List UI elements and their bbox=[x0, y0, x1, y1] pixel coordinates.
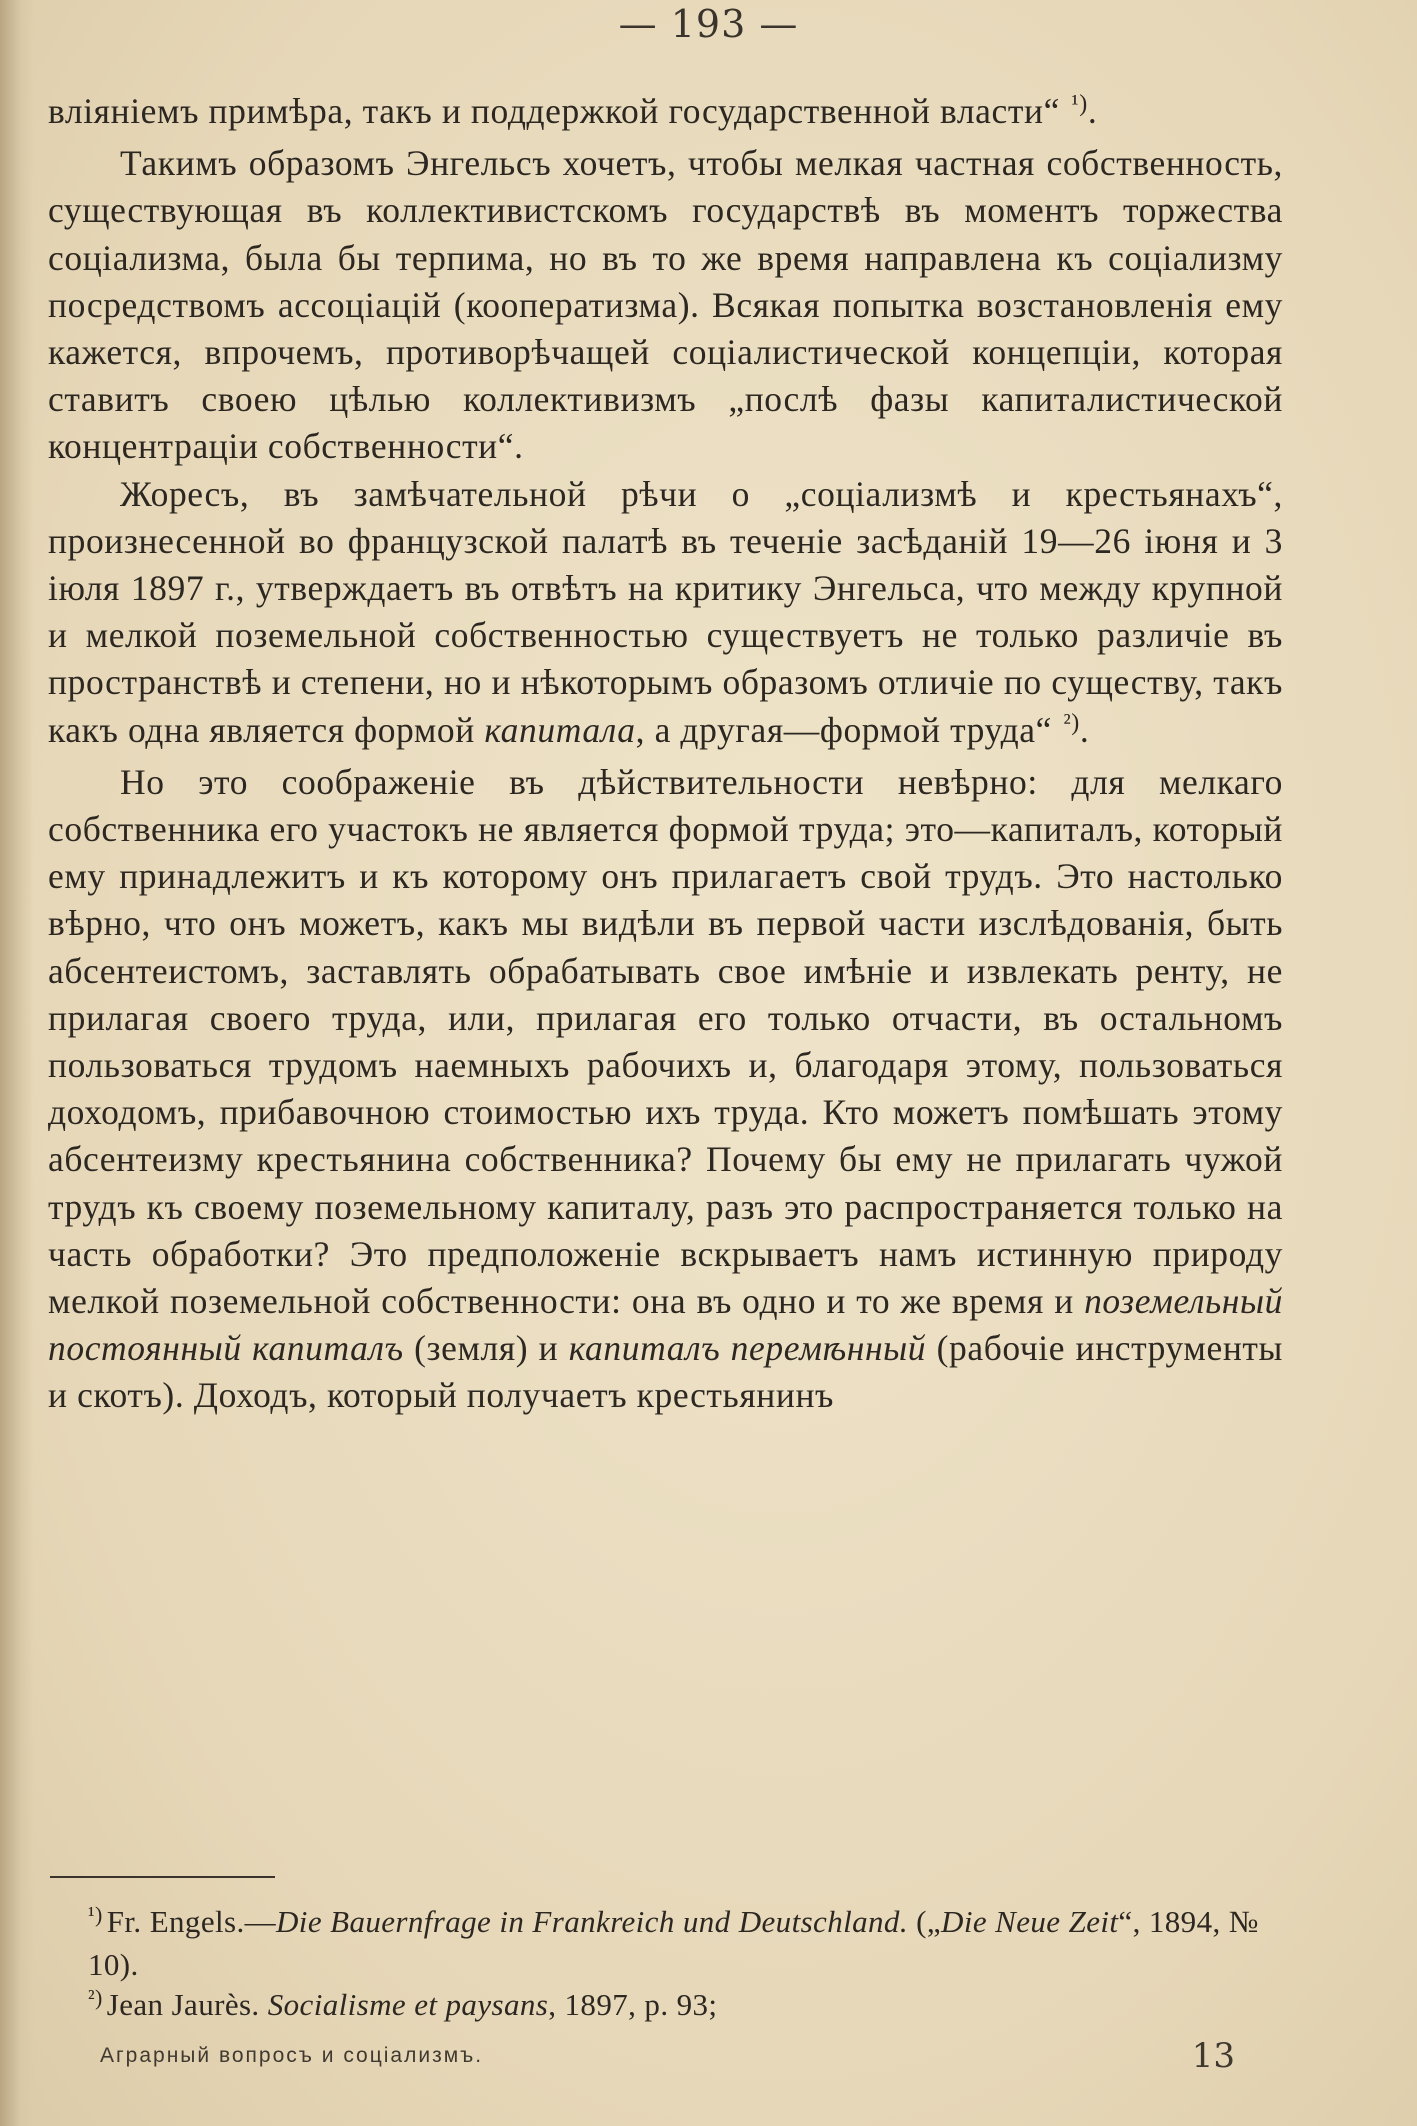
paragraph-1-end: . bbox=[1087, 91, 1098, 131]
paragraph-3-text: Жоресъ, въ замѣчательной рѣчи о „соціализмѣ и крестьянахъ“, произнесенной во французской палатѣ въ теченіе засѣданій 19—26 іюня и 3 іюля 1897 г., утверждаетъ въ отвѣтъ на критику Энгельса, что между крупной и мелкой поземельной собственностью существуетъ не только различіе въ пространствѣ и степени, но и нѣкоторымъ образомъ отличіе по существу, такъ какъ одна является формой bbox=[48, 473, 1283, 750]
paragraph-4-emphasis-1: поземельный постоянный капиталъ bbox=[48, 1281, 1283, 1369]
running-footer bbox=[100, 2036, 1235, 2076]
footnote-1-close: “, 1894, № 10). bbox=[88, 1904, 1259, 1982]
footnote-2-mark: ²) bbox=[88, 1985, 103, 2010]
footnote-2-suffix: , 1897, p. 93; bbox=[548, 1987, 718, 2022]
footnote-1-journal: Die Neue Zeit bbox=[941, 1904, 1119, 1939]
footnote-1-title: Die Bauernfrage in Frankreich und Deutschland. bbox=[276, 1904, 908, 1939]
footnote-ref-1: ¹) bbox=[1071, 91, 1088, 117]
footnote-1-author: Fr. Engels.— bbox=[106, 1904, 277, 1939]
paragraph-1 bbox=[48, 88, 1283, 140]
footnote-2-title: Socialisme et paysans bbox=[267, 1987, 549, 2022]
signature-mark: 13 bbox=[1191, 2036, 1235, 2076]
paragraph-4-emphasis-2: капиталъ перемѣнный bbox=[568, 1328, 927, 1369]
footnote-2-author: Jean Jaurès. bbox=[106, 1987, 268, 2022]
paragraph-3-end: . bbox=[1079, 709, 1090, 750]
book-title-footer: Аграрный вопросъ и соціализмъ. bbox=[100, 2044, 484, 2067]
footnotes bbox=[50, 1902, 1285, 2028]
footnote-1-open: („ bbox=[907, 1904, 942, 1939]
paragraph-3-emphasis: капитала bbox=[484, 709, 636, 750]
paragraph-4-end: (рабочіе инструменты и скотъ). Доходъ, который получаетъ крестьянинъ bbox=[48, 1328, 1283, 1416]
body-text bbox=[48, 88, 1283, 1420]
paragraph-4-text-cont: (земля) и bbox=[403, 1328, 569, 1369]
footnote-1 bbox=[50, 1902, 1285, 1985]
paragraph-3 bbox=[48, 471, 1283, 759]
page-number: — 193 — bbox=[618, 2, 799, 46]
footnote-2 bbox=[50, 1985, 1285, 2028]
footnote-divider bbox=[50, 1876, 275, 1878]
paragraph-1-text: вліяніемъ примѣра, такъ и поддержкой государственной власти“ bbox=[48, 91, 1070, 131]
footnote-ref-2: ²) bbox=[1063, 709, 1080, 736]
paragraph-4 bbox=[48, 759, 1283, 1420]
paragraph-3-text-cont: , а другая—формой труда“ bbox=[635, 709, 1062, 750]
binding-shadow bbox=[0, 0, 34, 2126]
footnote-1-mark: ¹) bbox=[88, 1902, 103, 1927]
paragraph-4-text: Но это соображеніе въ дѣйствительности невѣрно: для мелкаго собственника его участокъ не является формой труда; это—капиталъ, который ему принадлежитъ и къ которому онъ прилагаетъ свой трудъ. Это настолько вѣрно, что онъ можетъ, какъ мы видѣли въ первой части изслѣдованія, быть абсентеистомъ, заставлять обрабатывать свое имѣніе и извлекать ренту, не прилагая своего труда, или, прилагая его только отчасти, въ остальномъ пользоваться трудомъ наемныхъ рабочихъ и, благодаря этому, пользоваться доходомъ, прибавочною стоимостью ихъ труда. Кто можетъ помѣшать этому абсентеизму крестьянина собственника? Почему бы ему не прилагать чужой трудъ къ своему поземельному капиталу, разъ это распространяется только на часть обработки? Это предположеніе вскрываетъ намъ истинную природу мелкой поземельной собственности: она въ одно и то же время и bbox=[48, 761, 1283, 1322]
paragraph-2: Такимъ образомъ Энгельсъ хочетъ, чтобы мелкая частная собственность, существующая въ коллективистскомъ государствѣ въ моментъ торжества соціализма, была бы терпима, но въ то же время направлена къ соціализму посредствомъ ассоціацій (кооператизма). Всякая попытка возстановленія ему кажется, впрочемъ, противорѣчащей соціалистической концепціи, которая ставитъ своею цѣлью коллективизмъ „послѣ фазы капиталистической концентраціи собственности“. bbox=[48, 143, 1283, 467]
